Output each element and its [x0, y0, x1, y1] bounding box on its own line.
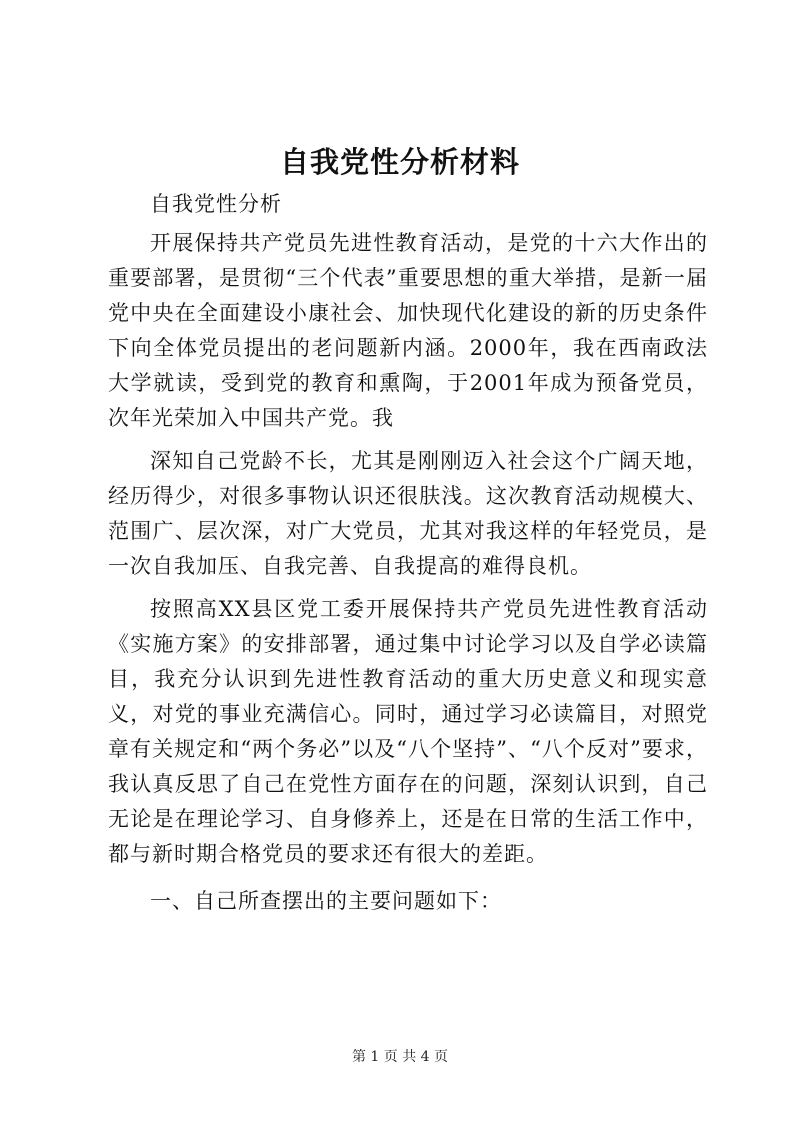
document-body: [108, 187, 708, 919]
page-footer: 第 1 页 共 4 页: [351, 1049, 449, 1065]
paragraph-1: 开展保持共产党员先进性教育活动，是党的十六大作出的重要部署，是贯彻“三个代表”重要思想的重大举措，是新一届党中央在全面建设小康社会、加快现代化建设的新的历史条件下向全体党员提出的老问题新内涵。2000年，我在西南政法大学就读，受到党的教育和熏陶，于2001年成为预备党员，次年光荣加入中国共产党。我: [108, 231, 708, 430]
section-heading: 一、自己所查摆出的主要问题如下：: [150, 889, 502, 913]
document-title: 自我党性分析材料: [279, 145, 520, 179]
paragraph-2: 深知自己党龄不长，尤其是刚刚迈入社会这个广阔天地，经历得少，对很多事物认识还很肤浅。这次教育活动规模大、范围广、层次深，对广大党员，尤其对我这样的年轻党员，是一次自我加压、自我完善、自我提高的难得良机。: [108, 449, 708, 578]
paragraph-3: 按照高XX县区党工委开展保持共产党员先进性教育活动《实施方案》的安排部署，通过集中讨论学习以及自学必读篇目，我充分认识到先进性教育活动的重大历史意义和现实意义，对党的事业充满信心。同时，通过学习必读篇目，对照党章有关规定和“两个务必”以及“八个坚持”、“八个反对”要求，我认真反思了自己在党性方面存在的问题，深刻认识到，自己无论是在理论学习、自身修养上，还是在日常的生活工作中，都与新时期合格党员的要求还有很大的差距。: [108, 597, 708, 866]
document-subtitle: 自我党性分析: [150, 192, 282, 216]
